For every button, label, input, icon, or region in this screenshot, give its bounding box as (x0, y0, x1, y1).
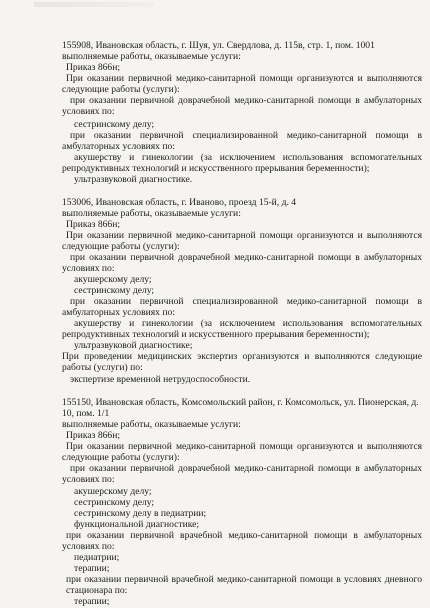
text-line: следующие работы (услуги): (62, 84, 180, 95)
address-line: 153006, Ивановская область, г. Иваново, проезд 15-й, д. 4 (62, 197, 297, 208)
text-line: выполняемые работы, оказываемые услуги: (62, 419, 241, 430)
text-line: ультразвуковой диагностике; (74, 340, 193, 351)
text-line: При оказании первичной медико-санитарной помощи организуются и выполняются (66, 230, 422, 241)
text-line: выполняемые работы, оказываемые услуги: (62, 208, 241, 219)
text-line: акушерству и гинекологии (за исключением использования вспомогательных (74, 152, 422, 163)
text-line: условиях по: (62, 541, 115, 552)
text-line: акушерству и гинекологии (за исключением использования вспомогательных (74, 318, 422, 329)
address-line: 155150, Ивановская область, Комсомольский район, г. Комсомольск, ул. Пионерская, д. (62, 397, 419, 408)
text-line: амбулаторных условиях по: (62, 141, 175, 152)
text-line: при оказании первичной врачебной медико-санитарной помощи в амбулаторных (66, 530, 422, 541)
text-line: амбулаторных условиях по: (62, 307, 175, 318)
text-line: репродуктивных технологий и искусственного прерывания беременности); (62, 329, 370, 340)
text-line: экспертизе временной нетрудоспособности. (70, 374, 251, 385)
text-line: Приказ 866н; (66, 62, 121, 73)
text-line: Приказ 866н; (66, 430, 121, 441)
text-line: условиях по: (62, 474, 115, 485)
text-line: терапии; (74, 563, 110, 574)
text-line: при оказании первичной специализированной медико-санитарной помощи в (70, 130, 422, 141)
text-line: При оказании первичной медико-санитарной помощи организуются и выполняются (66, 441, 422, 452)
text-line: терапии; (74, 596, 110, 607)
text-line: сестринскому делу в педиатрии; (74, 508, 207, 519)
text-line: следующие работы (услуги): (62, 452, 180, 463)
text-line: функциональной диагностике; (74, 519, 200, 530)
text-line: работы (услуги) по: (62, 362, 143, 373)
text-line: при оказании первичной врачебной медико-санитарной помощи в условиях дневного (66, 574, 422, 585)
text-line: репродуктивных технологий и искусственного прерывания беременности); (62, 163, 370, 174)
text-line: сестринскому делу; (74, 119, 155, 130)
text-line: при оказании первичной специализированной медико-санитарной помощи в (70, 296, 422, 307)
text-line: педиатрии; (74, 552, 120, 563)
text-line: при оказании первичной доврачебной медико-санитарной помощи в амбулаторных (70, 95, 422, 106)
text-line: стационара по: (66, 585, 128, 596)
text-line: условиях по: (62, 263, 115, 274)
text-line: При проведении медицинских экспертиз организуются и выполняются следующие (62, 351, 422, 362)
text-line: при оказании первичной доврачебной медико-санитарной помощи в амбулаторных (70, 463, 422, 474)
text-line: При оказании первичной медико-санитарной помощи организуются и выполняются (66, 73, 422, 84)
text-line: условиях по: (62, 106, 115, 117)
text-line: Приказ 866н; (66, 219, 121, 230)
text-line: ультразвуковой диагностике. (74, 174, 193, 185)
address-line: 155908, Ивановская область, г. Шуя, ул. Свердлова, д. 115в, стр. 1, пом. 1001 (62, 40, 375, 51)
bleed-through-text (34, 2, 154, 7)
text-line: при оказании первичной доврачебной медико-санитарной помощи в амбулаторных (70, 252, 422, 263)
text-line: выполняемые работы, оказываемые услуги: (62, 51, 241, 62)
text-line: сестринскому делу; (74, 285, 155, 296)
address-line: 10, пом. 1/1 (62, 408, 110, 419)
text-line: акушерскому делу; (74, 486, 152, 497)
text-line: акушерскому делу; (74, 274, 152, 285)
text-line: сестринскому делу; (74, 497, 155, 508)
text-line: следующие работы (услуги): (62, 241, 180, 252)
